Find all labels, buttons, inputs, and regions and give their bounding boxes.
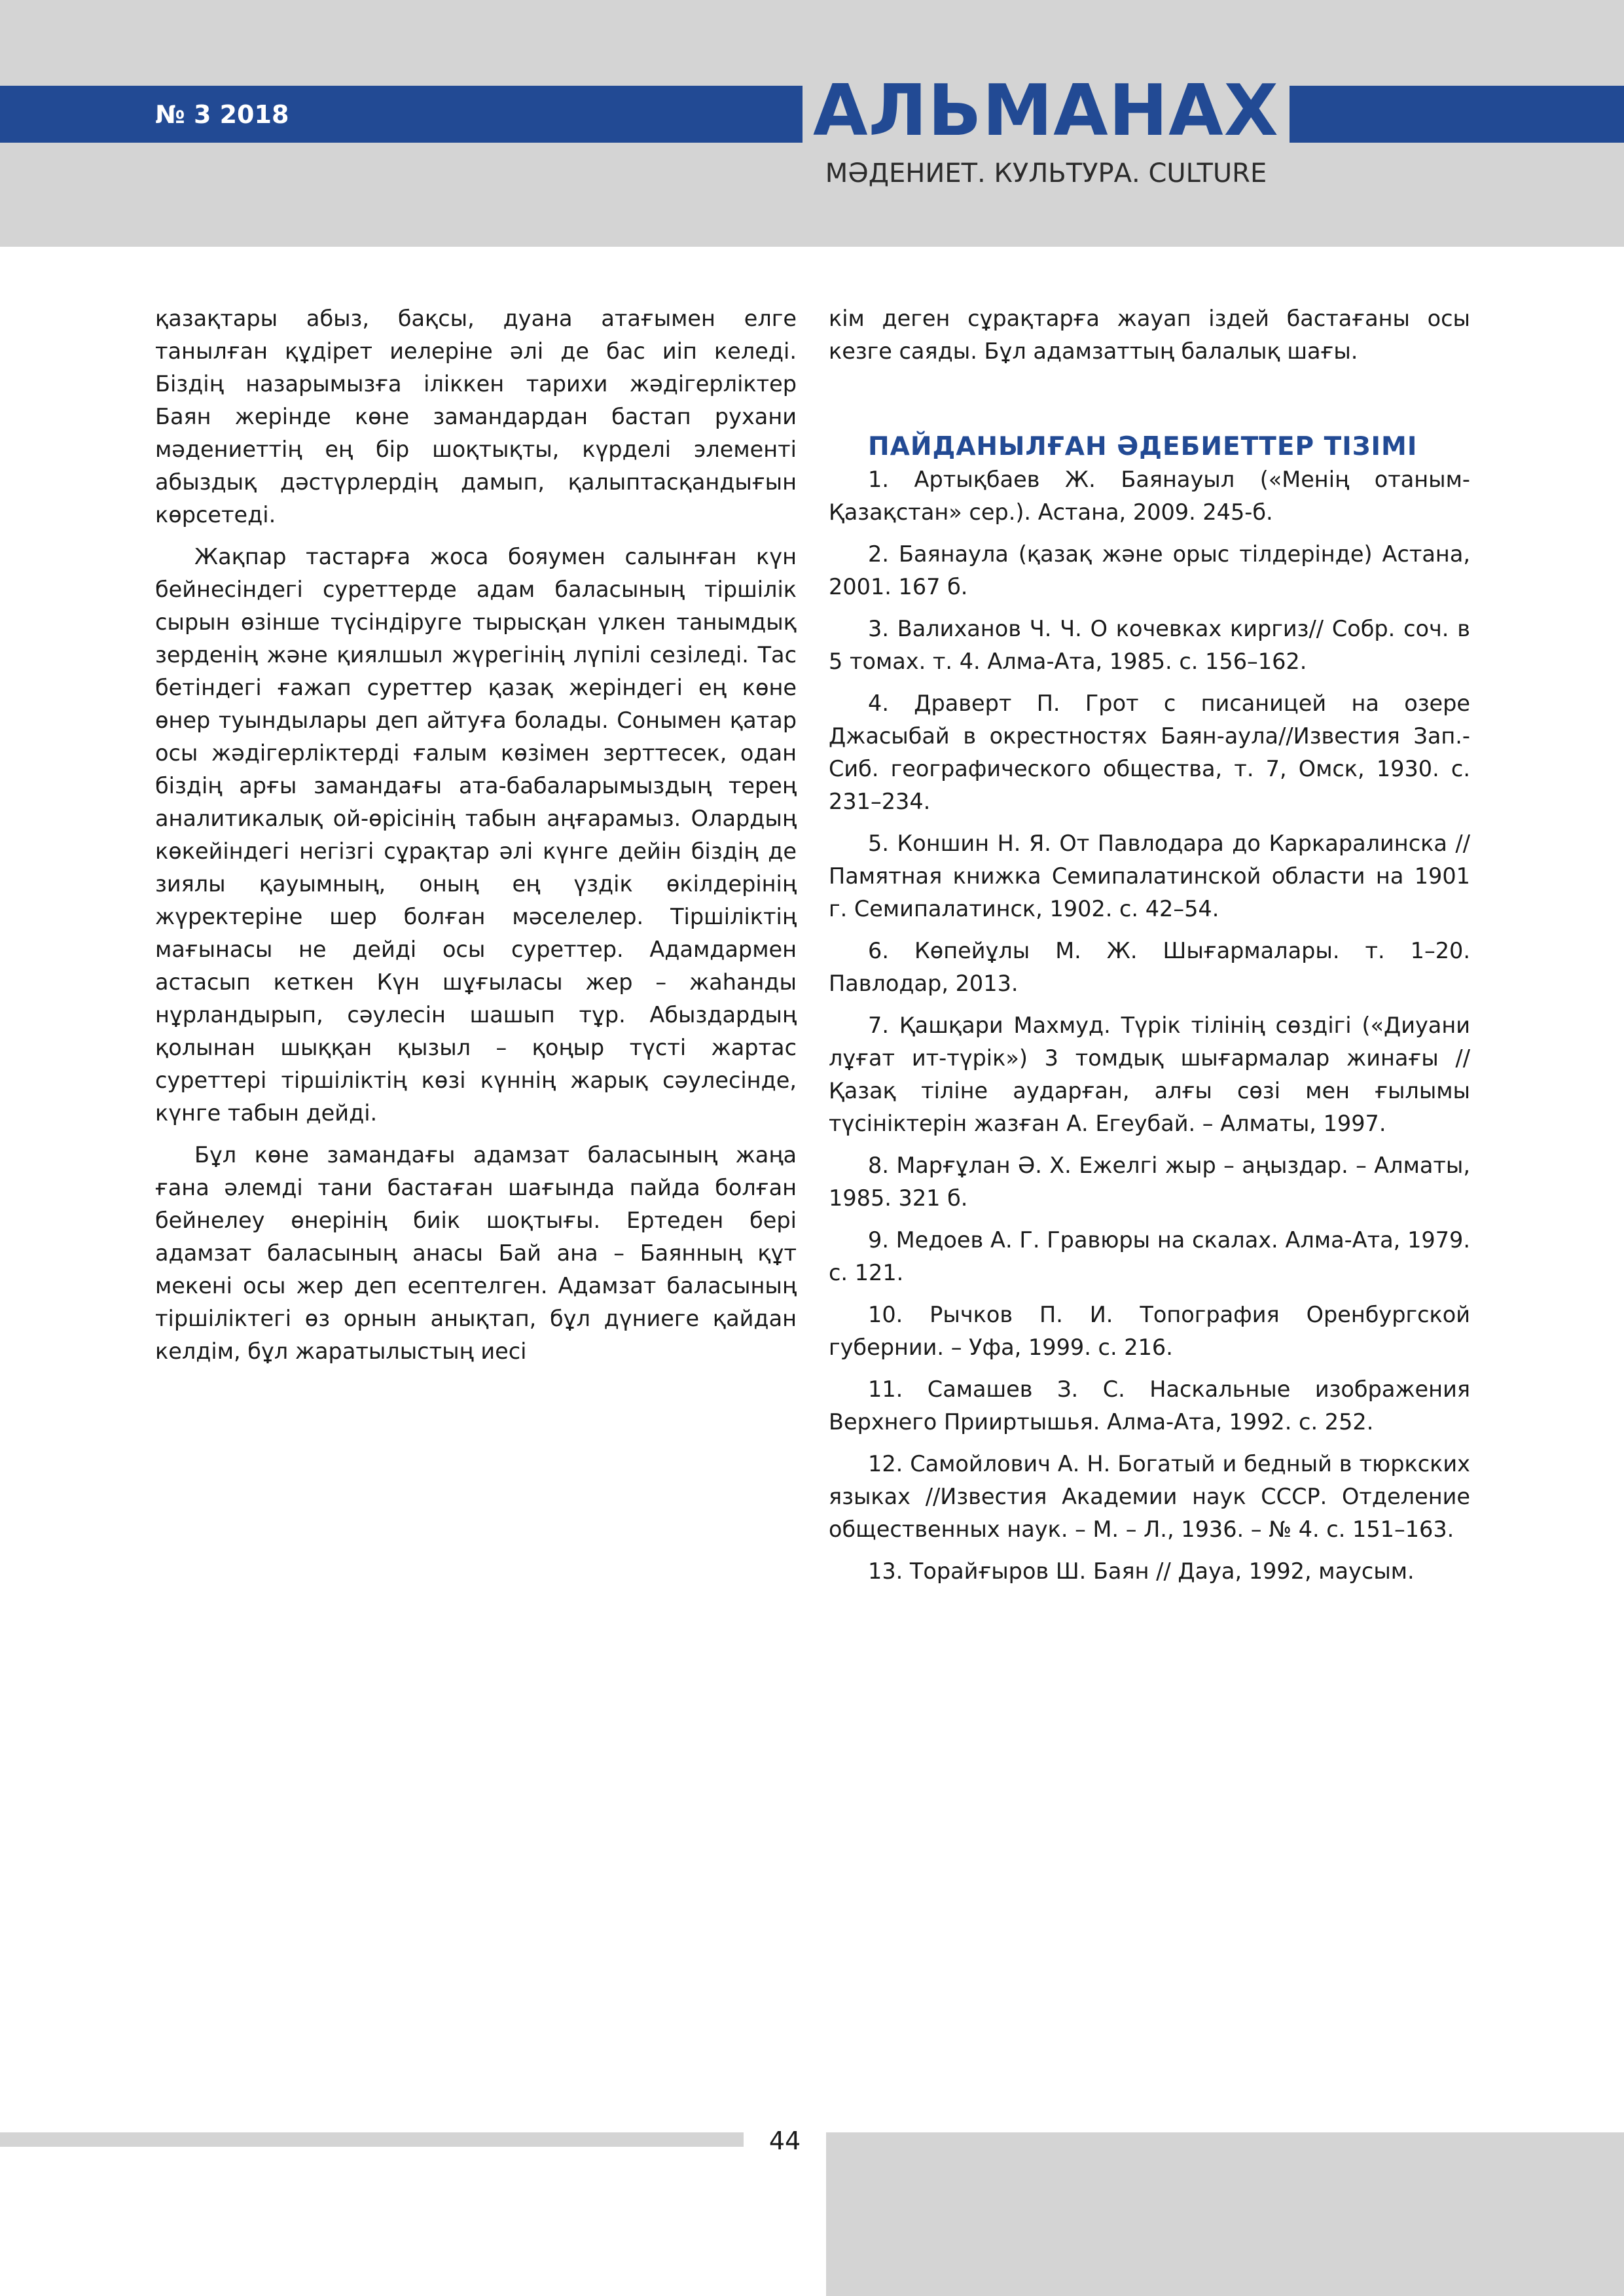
right-column [829,302,1470,1588]
reference-item: 12. Самойлович А. Н. Богатый и бедный в тюркских языках //Известия Академии наук СССР. Отделение общественных наук. – М. – Л., 1936. – № 4. с. 151–163. [829,1451,1470,1542]
reference-item: 6. Көпейұлы М. Ж. Шығармалары. т. 1–20. Павлодар, 2013. [829,938,1470,996]
references-list [829,463,1470,1588]
reference-item: 5. Коншин Н. Я. От Павлодара до Каркаралинска // Памятная книжка Семипалатинской области на 1901 г. Семипалатинск, 1902. с. 42–54. [829,831,1470,922]
reference-item: 9. Медоев А. Г. Гравюры на скалах. Алма-Ата, 1979. с. 121. [829,1227,1470,1285]
paragraph: қазақтары абыз, бақсы, дуана атағымен елге танылған құдірет иелеріне әлі де бас иіп келеді. Біздің назарымызға іліккен тарихи жәдігерліктер Баян жерінде көне замандардан бастап рухани мәдениеттің ең бір шоқтықты, күрделі элементі абыздық дәстүрлердің дамып, қалыптасқандығын көрсетеді. [155,306,797,528]
reference-item: 4. Драверт П. Грот с писаницей на озере Джасыбай в окрестностях Баян-аула//Известия Зап.-Сиб. географического общества, т. 7, Омск, 1930. с. 231–234. [829,691,1470,814]
paragraph: кім деген сұрақтарға жауап іздей бастағаны осы кезге саяды. Бұл адамзаттың балалық шағы. [829,306,1470,364]
reference-item: 7. Қашқари Махмуд. Түрік тілінің сөздігі («Диуани лұғат ит-түрік») 3 томдық шығармалар жинағы // Қазақ тіліне аударған, алғы сөзі мен ғылымы түсініктерін жазған А. Егеубай. – Алматы, 1997. [829,1013,1470,1136]
paragraph: Бұл көне замандағы адамзат баласының жаңа ғана әлемді тани бастаған шағында пайда болған бейнелеу өнерінің биік шоқтығы. Ертеден бері адамзат баласының анасы Бай ана – Баянның құт мекені осы жер деп есептелген. Адамзат баласының тіршіліктегі өз орнын анықтап, бұл дүниеге қайдан келдім, бұл жаратылыстың иесі [155,1142,797,1364]
references-heading: ПАЙДАНЫЛҒАН ӘДЕБИЕТТЕР ТІЗІМІ [868,432,1418,461]
footer-bar [0,2132,744,2147]
reference-item: 3. Валиханов Ч. Ч. О кочевках киргиз// Собр. соч. в 5 томах. т. 4. Алма-Ата, 1985. с. 156–162. [829,616,1470,674]
reference-item: 13. Торайғыров Ш. Баян // Дауа, 1992, маусым. [868,1558,1415,1584]
footer-block [826,2132,1624,2296]
journal-subtitle: МӘДЕНИЕТ. КУЛЬТУРА. CULTURE [825,158,1267,188]
left-column [155,302,797,1368]
issue-number: № 3 2018 [155,100,289,129]
reference-item: 11. Самашев З. С. Наскальные изображения Верхнего Прииртышья. Алма-Ата, 1992. с. 252. [829,1376,1470,1435]
paragraph: Жақпар тастарға жоса бояумен салынған күн бейнесіндегі суреттерде адам баласының тіршілік сырын өзінше түсіндіруге тырысқан үлкен танымдық зерденің және қиялшыл жүрегінің лүпілі сезіледі. Тас бетіндегі ғажап суреттер қазақ жеріндегі ең көне өнер туындылары деп айтуға болады. Сонымен қатар осы жәдігерліктерді ғалым көзімен зерттесек, одан біздің арғы замандағы ата-бабаларымыздың терең аналитикалық ой-өрісінің табын аңғарамыз. Олардың көкейіндегі негізгі сұрақтар әлі күнге дейін біздің де зиялы қауымның, оның ең үздік өкілдерінің жүректеріне шер болған мәселелер. Тіршіліктің мағынасы не дейді осы суреттер. Адамдармен астасып кеткен Күн шұғыласы жер – жаһанды нұрландырып, сәулесін шашып тұр. Абыздардың қолынан шыққан қызыл – қоңыр түсті жартас суреттері тіршіліктің көзі күннің жарық сәулесінде, күнге табын дейді. [155,544,797,1126]
journal-title: АЛЬМАНАХ [813,70,1279,152]
reference-item: 8. Марғұлан Ә. Х. Ежелгі жыр – аңыздар. – Алматы, 1985. 321 б. [829,1153,1470,1211]
header-band-left [0,86,803,143]
page-number: 44 [768,2126,801,2155]
reference-item: 1. Артықбаев Ж. Баянауыл («Менің отаным-Қазақстан» сер.). Астана, 2009. 245-б. [829,467,1470,525]
header-band-right [1290,86,1624,143]
reference-item: 10. Рычков П. И. Топография Оренбургской губернии. – Уфа, 1999. с. 216. [829,1302,1470,1360]
reference-item: 2. Баянаула (қазақ және орыс тілдерінде) Астана, 2001. 167 б. [829,541,1470,600]
